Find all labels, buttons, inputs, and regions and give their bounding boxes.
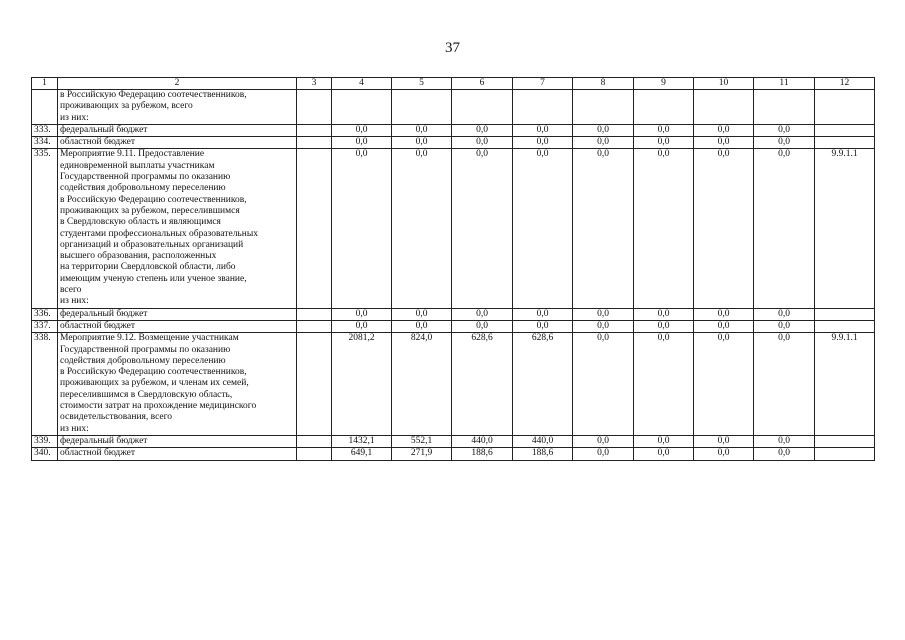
value-cell: 0,0 (332, 137, 392, 149)
value-cell: 0,0 (754, 320, 815, 332)
row-description: в Российскую Федерацию соотечественников, проживающих за рубежом, всего из них: (58, 90, 297, 125)
value-cell: 0,0 (452, 308, 513, 320)
column-header: 12 (815, 78, 875, 90)
value-cell: 0,0 (452, 149, 513, 308)
value-cell: 0,0 (754, 333, 815, 436)
value-cell: 0,0 (634, 435, 694, 447)
table-row (32, 137, 875, 149)
budget-table (31, 77, 875, 461)
value-cell: 0,0 (694, 124, 754, 136)
row-description: областной бюджет (58, 448, 297, 460)
value-cell (694, 90, 754, 125)
row-description: областной бюджет (58, 137, 297, 149)
value-cell: 0,0 (573, 124, 634, 136)
header-row (32, 78, 875, 90)
value-cell: 0,0 (694, 448, 754, 460)
value-cell: 0,0 (634, 149, 694, 308)
value-cell: 440,0 (513, 435, 573, 447)
value-cell: 552,1 (392, 435, 452, 447)
row-number: 337. (32, 320, 58, 332)
value-cell: 1432,1 (332, 435, 392, 447)
value-cell: 0,0 (634, 333, 694, 436)
value-cell: 0,0 (573, 333, 634, 436)
value-cell: 628,6 (452, 333, 513, 436)
value-cell: 0,0 (634, 137, 694, 149)
value-cell: 0,0 (754, 448, 815, 460)
column-header: 5 (392, 78, 452, 90)
column-header: 11 (754, 78, 815, 90)
table-row (32, 320, 875, 332)
value-cell: 0,0 (754, 149, 815, 308)
table-row (32, 124, 875, 136)
value-cell (573, 90, 634, 125)
column-header: 4 (332, 78, 392, 90)
value-cell: 0,0 (513, 137, 573, 149)
value-cell (452, 90, 513, 125)
value-cell: 0,0 (392, 320, 452, 332)
value-cell: 0,0 (573, 137, 634, 149)
table-body (32, 90, 875, 461)
row-description: федеральный бюджет (58, 435, 297, 447)
source-cell (297, 320, 332, 332)
value-cell: 0,0 (392, 124, 452, 136)
row-description: Мероприятие 9.11. Предоставление единовременной выплаты участникам Государственной программы по оказанию содействия добровольному переселению в Российскую Федерацию соотечественников, проживающих за рубежом, переселившимся в Свердловскую область и являющимся студентами профессиональных образовательных организаций и образовательных организаций высшего образования, расположенных на территории Свердловской области, либо имеющим ученую степень или ученое звание, всего из них: (58, 149, 297, 308)
source-cell (297, 124, 332, 136)
row-number: 336. (32, 308, 58, 320)
target-code (815, 320, 875, 332)
value-cell: 0,0 (694, 137, 754, 149)
value-cell: 188,6 (513, 448, 573, 460)
value-cell: 440,0 (452, 435, 513, 447)
row-description: областной бюджет (58, 320, 297, 332)
column-header: 2 (58, 78, 297, 90)
row-number: 333. (32, 124, 58, 136)
value-cell: 0,0 (694, 435, 754, 447)
target-code (815, 124, 875, 136)
row-number: 335. (32, 149, 58, 308)
column-header: 6 (452, 78, 513, 90)
table-row (32, 448, 875, 460)
row-description: Мероприятие 9.12. Возмещение участникам Государственной программы по оказанию содействия добровольному переселению в Российскую Федерацию соотечественников, проживающих за рубежом, и членам их семей, переселившимся в Свердловскую область, стоимости затрат на прохождение медицинского освидетельствования, всего из них: (58, 333, 297, 436)
value-cell: 0,0 (513, 320, 573, 332)
row-number: 339. (32, 435, 58, 447)
value-cell (754, 90, 815, 125)
source-cell (297, 435, 332, 447)
value-cell: 0,0 (694, 320, 754, 332)
source-cell (297, 90, 332, 125)
value-cell: 824,0 (392, 333, 452, 436)
value-cell: 0,0 (634, 448, 694, 460)
value-cell: 628,6 (513, 333, 573, 436)
value-cell: 0,0 (634, 124, 694, 136)
row-number: 338. (32, 333, 58, 436)
value-cell (634, 90, 694, 125)
row-description: федеральный бюджет (58, 124, 297, 136)
source-cell (297, 308, 332, 320)
value-cell: 0,0 (754, 308, 815, 320)
table-row (32, 333, 875, 436)
column-header: 8 (573, 78, 634, 90)
value-cell: 0,0 (573, 308, 634, 320)
row-number: 340. (32, 448, 58, 460)
row-number: 334. (32, 137, 58, 149)
column-header: 3 (297, 78, 332, 90)
value-cell (332, 90, 392, 125)
value-cell: 0,0 (332, 320, 392, 332)
value-cell: 0,0 (694, 333, 754, 436)
value-cell: 0,0 (573, 448, 634, 460)
value-cell (392, 90, 452, 125)
value-cell: 0,0 (754, 137, 815, 149)
value-cell: 0,0 (452, 124, 513, 136)
value-cell: 0,0 (513, 149, 573, 308)
value-cell: 0,0 (754, 435, 815, 447)
table-row (32, 90, 875, 125)
value-cell: 0,0 (332, 308, 392, 320)
source-cell (297, 333, 332, 436)
value-cell: 2081,2 (332, 333, 392, 436)
value-cell (513, 90, 573, 125)
column-header: 10 (694, 78, 754, 90)
value-cell: 0,0 (392, 137, 452, 149)
value-cell: 271,9 (392, 448, 452, 460)
target-code (815, 448, 875, 460)
table-row (32, 435, 875, 447)
column-header: 9 (634, 78, 694, 90)
target-code: 9.9.1.1 (815, 149, 875, 308)
target-code (815, 308, 875, 320)
value-cell: 0,0 (332, 124, 392, 136)
row-description: федеральный бюджет (58, 308, 297, 320)
target-code (815, 435, 875, 447)
table-row (32, 308, 875, 320)
target-code (815, 137, 875, 149)
row-number (32, 90, 58, 125)
value-cell: 0,0 (634, 308, 694, 320)
source-cell (297, 448, 332, 460)
value-cell: 0,0 (573, 149, 634, 308)
target-code: 9.9.1.1 (815, 333, 875, 436)
value-cell: 0,0 (513, 124, 573, 136)
page-number: 37 (445, 40, 460, 56)
table-row (32, 149, 875, 308)
column-header: 7 (513, 78, 573, 90)
value-cell: 0,0 (573, 435, 634, 447)
value-cell: 649,1 (332, 448, 392, 460)
value-cell: 0,0 (694, 149, 754, 308)
value-cell: 0,0 (634, 320, 694, 332)
source-cell (297, 149, 332, 308)
target-code (815, 90, 875, 125)
value-cell: 0,0 (452, 137, 513, 149)
source-cell (297, 137, 332, 149)
value-cell: 0,0 (392, 308, 452, 320)
value-cell: 0,0 (513, 308, 573, 320)
value-cell: 188,6 (452, 448, 513, 460)
value-cell: 0,0 (332, 149, 392, 308)
value-cell: 0,0 (452, 320, 513, 332)
column-header: 1 (32, 78, 58, 90)
value-cell: 0,0 (392, 149, 452, 308)
value-cell: 0,0 (573, 320, 634, 332)
value-cell: 0,0 (694, 308, 754, 320)
value-cell: 0,0 (754, 124, 815, 136)
